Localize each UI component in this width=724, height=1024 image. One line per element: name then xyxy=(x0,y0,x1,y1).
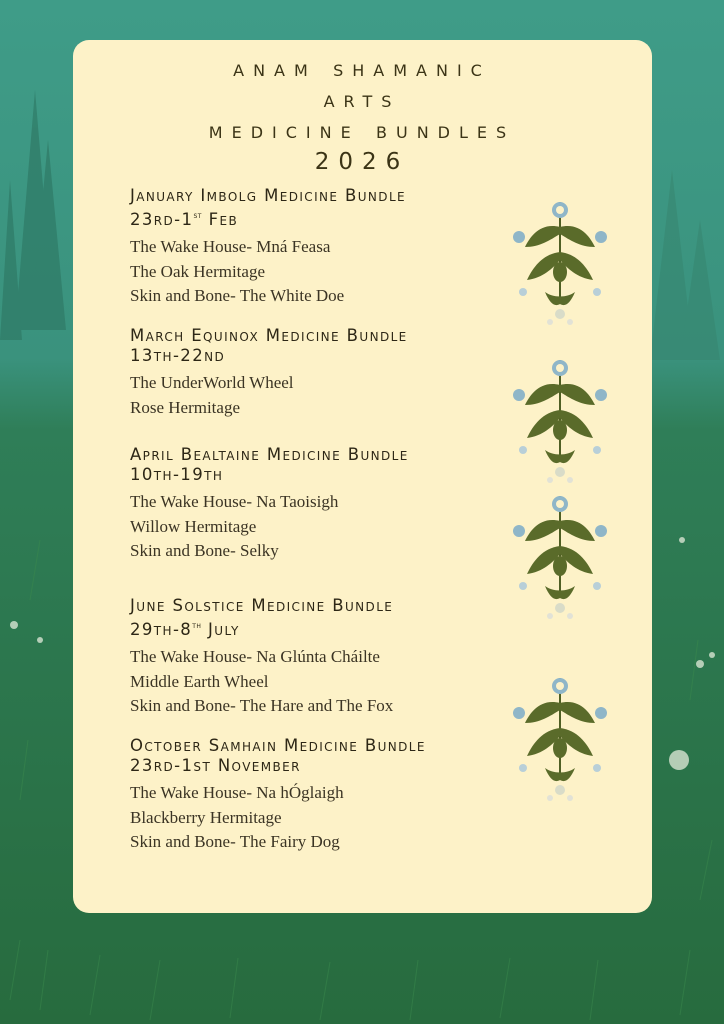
section-title: October Samhain Medicine Bundle xyxy=(130,736,426,755)
title-line-3: medicine bundles xyxy=(208,118,516,144)
section-dates: 13th-22nd xyxy=(130,346,226,365)
section-title: January Imbolg Medicine Bundle xyxy=(130,186,407,205)
list-item: The Oak Hermitage xyxy=(130,261,265,281)
page-title xyxy=(0,54,724,178)
section-title: April Bealtaine Medicine Bundle xyxy=(130,445,409,464)
section-dates: 29th-8th July xyxy=(130,620,240,639)
section-dates: 10th-19th xyxy=(130,465,224,484)
floral-ornament-icon xyxy=(505,350,615,490)
floral-ornament-icon xyxy=(505,668,615,808)
list-item: Willow Hermitage xyxy=(130,516,257,536)
list-item: Blackberry Hermitage xyxy=(130,807,282,827)
floral-ornament-icon xyxy=(505,192,615,332)
title-line-1: anam shamanic xyxy=(233,56,491,82)
section-title: June Solstice Medicine Bundle xyxy=(130,596,394,615)
list-item: Skin and Bone- Selky xyxy=(130,541,279,560)
list-item: The UnderWorld Wheel xyxy=(130,373,294,392)
section-title: March Equinox Medicine Bundle xyxy=(130,326,408,345)
list-item: The Wake House- Na Taoisigh xyxy=(130,492,339,511)
bundle-section-june xyxy=(130,596,393,719)
title-line-2: arts xyxy=(323,87,401,113)
list-item: The Wake House- Na hÓglaigh xyxy=(130,783,344,802)
section-dates: 23rd-1st November xyxy=(130,756,301,775)
list-item: Skin and Bone- The Hare and The Fox xyxy=(130,696,394,715)
list-item: Skin and Bone- The White Doe xyxy=(130,286,345,305)
section-dates: 23rd-1st Feb xyxy=(130,210,239,229)
bundle-section-october xyxy=(130,736,426,855)
floral-ornament-icon xyxy=(505,486,615,626)
list-item: Skin and Bone- The Fairy Dog xyxy=(130,832,340,851)
list-item: Middle Earth Wheel xyxy=(130,671,269,691)
list-item: The Wake House- Mná Feasa xyxy=(130,237,331,256)
bundle-section-january xyxy=(130,186,406,309)
bundle-section-march xyxy=(130,326,408,420)
bundle-section-april xyxy=(130,445,409,564)
list-item: The Wake House- Na Glúnta Cháilte xyxy=(130,647,380,666)
list-item: Rose Hermitage xyxy=(130,397,240,417)
title-year: 2026 xyxy=(314,149,410,175)
